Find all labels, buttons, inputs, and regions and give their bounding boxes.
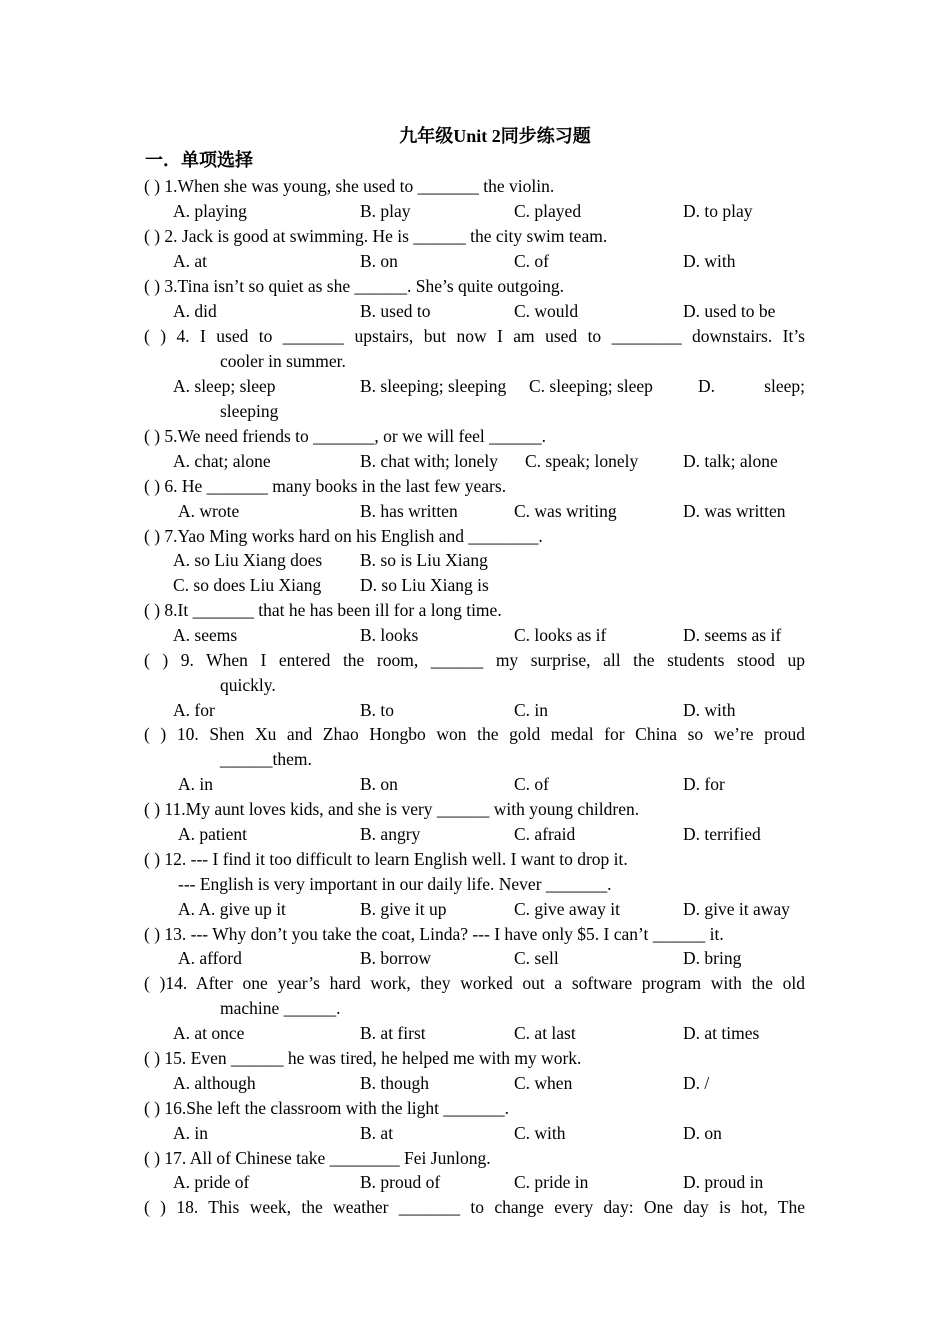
option-13d: D. bring — [683, 948, 742, 968]
option-10a: A. in — [178, 774, 213, 794]
option-6d: D. was written — [683, 501, 786, 521]
question-3: ( ) 3.Tina isn’t so quiet as she ______. She’s quite outgoing. — [144, 276, 564, 296]
option-7c: C. so does Liu Xiang — [173, 575, 322, 595]
question-7: ( ) 7.Yao Ming works hard on his English and ________. — [144, 526, 543, 546]
option-7b: B. so is Liu Xiang — [360, 550, 488, 570]
option-8d: D. seems as if — [683, 625, 782, 645]
option-11c: C. afraid — [514, 824, 576, 844]
option-14a: A. at once — [173, 1023, 245, 1043]
option-11d: D. terrified — [683, 824, 761, 844]
page-title: 九年级Unit 2同步练习题 — [399, 126, 591, 146]
option-9b: B. to — [360, 700, 395, 720]
question-12-reply: --- English is very important in our daily life. Never _______. — [178, 874, 612, 894]
question-1: ( ) 1.When she was young, she used to _______ the violin. — [144, 176, 555, 196]
option-9c: C. in — [514, 700, 549, 720]
option-11b: B. angry — [360, 824, 421, 844]
option-10c: C. of — [514, 774, 549, 794]
question-4-cont: cooler in summer. — [220, 351, 346, 371]
option-14c: C. at last — [514, 1023, 576, 1043]
question-2: ( ) 2. Jack is good at swimming. He is ______ the city swim team. — [144, 226, 608, 246]
option-4d-cont: sleeping — [220, 401, 279, 421]
option-12b: B. give it up — [360, 899, 447, 919]
option-1c: C. played — [514, 201, 582, 221]
question-15: ( ) 15. Even ______ he was tired, he helped me with my work. — [144, 1048, 582, 1068]
option-6a: A. wrote — [178, 501, 240, 521]
question-5: ( ) 5.We need friends to _______, or we will feel ______. — [144, 426, 546, 446]
question-10-cont: ______them. — [220, 749, 312, 769]
question-14-cont: machine ______. — [220, 998, 341, 1018]
option-17b: B. proud of — [360, 1172, 441, 1192]
option-14b: B. at first — [360, 1023, 426, 1043]
option-6c: C. was writing — [514, 501, 617, 521]
question-8: ( ) 8.It _______ that he has been ill for a long time. — [144, 600, 502, 620]
question-12: ( ) 12. --- I find it too difficult to learn English well. I want to drop it. — [144, 849, 628, 869]
option-13b: B. borrow — [360, 948, 431, 968]
question-16: ( ) 16.She left the classroom with the light _______. — [144, 1098, 510, 1118]
option-16c: C. with — [514, 1123, 566, 1143]
option-3a: A. did — [173, 301, 217, 321]
option-5c: C. speak; lonely — [525, 451, 639, 471]
option-2d: D. with — [683, 251, 736, 271]
question-11: ( ) 11.My aunt loves kids, and she is very ______ with young children. — [144, 799, 640, 819]
option-12d: D. give it away — [683, 899, 790, 919]
option-3b: B. used to — [360, 301, 431, 321]
option-9a: A. for — [173, 700, 215, 720]
option-4d: D. sleep; — [698, 376, 805, 396]
option-1b: B. play — [360, 201, 411, 221]
question-9: ( ) 9. When I entered the room, ______ my surprise, all the students stood up — [144, 650, 805, 670]
option-4b: B. sleeping; sleeping — [360, 376, 507, 396]
option-10d: D. for — [683, 774, 725, 794]
option-13a: A. afford — [178, 948, 242, 968]
option-8a: A. seems — [173, 625, 238, 645]
option-16a: A. in — [173, 1123, 208, 1143]
question-9-cont: quickly. — [220, 675, 276, 695]
question-4: ( ) 4. I used to _______ upstairs, but now I am used to ________ downstairs. It’s — [144, 326, 805, 346]
option-4c: C. sleeping; sleep — [529, 376, 653, 396]
question-17: ( ) 17. All of Chinese take ________ Fei Junlong. — [144, 1148, 491, 1168]
option-10b: B. on — [360, 774, 398, 794]
option-16b: B. at — [360, 1123, 394, 1143]
option-1a: A. playing — [173, 201, 247, 221]
question-18: ( ) 18. This week, the weather _______ to change every day: One day is hot, The — [144, 1197, 805, 1217]
option-15c: C. when — [514, 1073, 573, 1093]
option-15a: A. although — [173, 1073, 256, 1093]
option-6b: B. has written — [360, 501, 458, 521]
option-16d: D. on — [683, 1123, 722, 1143]
option-12c: C. give away it — [514, 899, 620, 919]
option-15d: D. / — [683, 1073, 710, 1093]
option-17a: A. pride of — [173, 1172, 250, 1192]
option-8c: C. looks as if — [514, 625, 607, 645]
option-9d: D. with — [683, 700, 736, 720]
question-14: ( )14. After one year’s hard work, they worked out a software program with the old — [144, 973, 805, 993]
option-8b: B. looks — [360, 625, 419, 645]
option-2a: A. at — [173, 251, 208, 271]
option-14d: D. at times — [683, 1023, 760, 1043]
option-7a: A. so Liu Xiang does — [173, 550, 323, 570]
option-5b: B. chat with; lonely — [360, 451, 499, 471]
option-5a: A. chat; alone — [173, 451, 271, 471]
option-7d: D. so Liu Xiang is — [360, 575, 489, 595]
option-17d: D. proud in — [683, 1172, 764, 1192]
option-11a: A. patient — [178, 824, 248, 844]
option-2b: B. on — [360, 251, 398, 271]
question-6: ( ) 6. He _______ many books in the last few years. — [144, 476, 507, 496]
option-2c: C. of — [514, 251, 549, 271]
option-12a: A. A. give up it — [178, 899, 286, 919]
option-5d: D. talk; alone — [683, 451, 778, 471]
option-13c: C. sell — [514, 948, 559, 968]
question-13: ( ) 13. --- Why don’t you take the coat, Linda? --- I have only $5. I can’t ______ it. — [144, 924, 724, 944]
question-10: ( ) 10. Shen Xu and Zhao Hongbo won the gold medal for China so we’re proud — [144, 724, 805, 744]
option-3c: C. would — [514, 301, 579, 321]
option-3d: D. used to be — [683, 301, 776, 321]
option-4a: A. sleep; sleep — [173, 376, 276, 396]
option-15b: B. though — [360, 1073, 430, 1093]
section-heading: 一．单项选择 — [145, 150, 253, 171]
option-17c: C. pride in — [514, 1172, 589, 1192]
option-1d: D. to play — [683, 201, 753, 221]
